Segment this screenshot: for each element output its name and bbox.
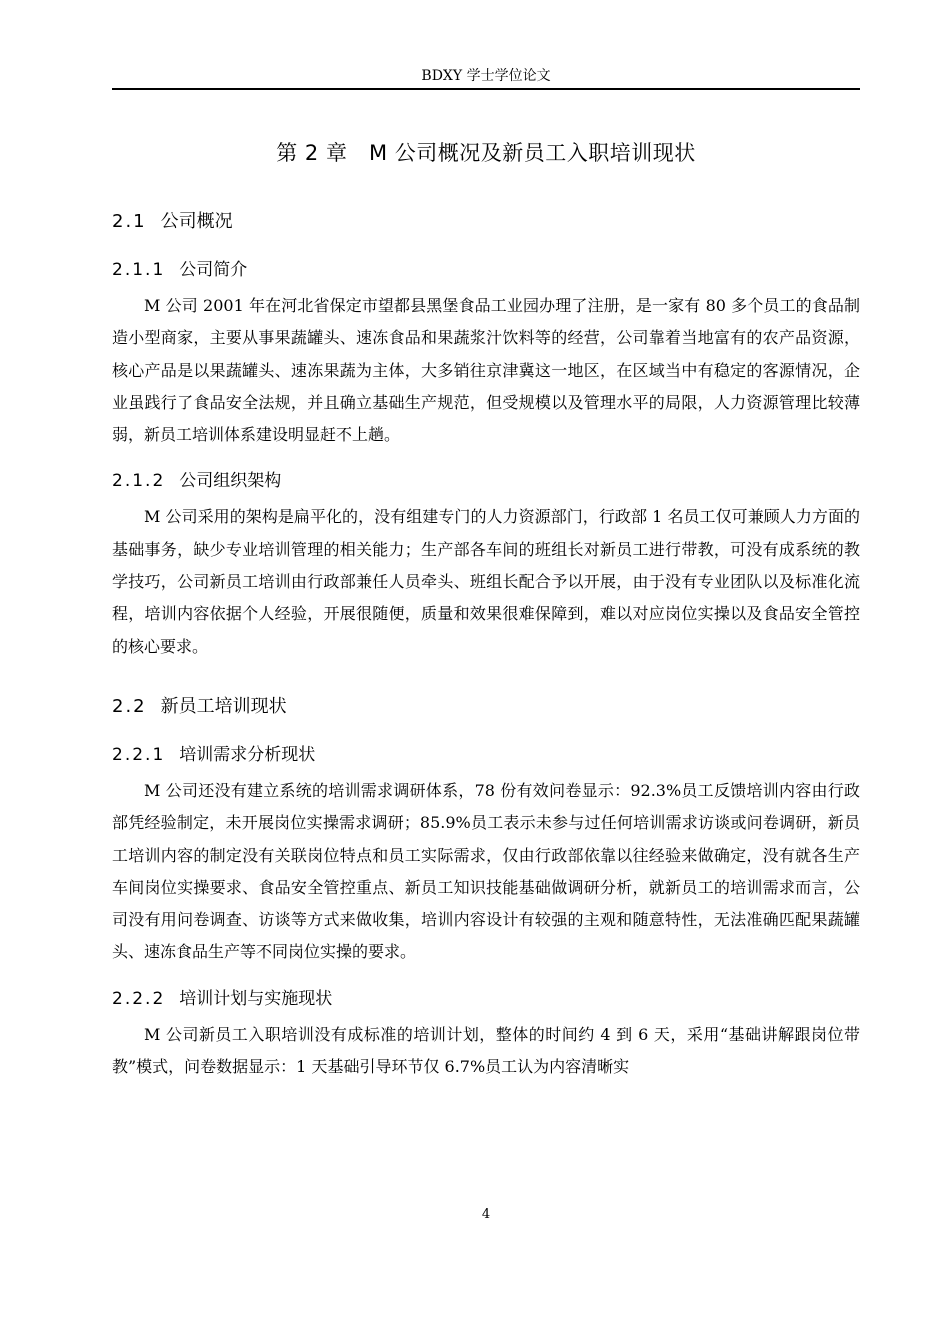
subsection-heading-2-2-2 bbox=[112, 983, 860, 1015]
subsection-heading-2-1-1 bbox=[112, 254, 860, 286]
section-title-text: 新员工培训现状 bbox=[160, 695, 287, 717]
chapter-title: 第 2 章 M 公司概况及新员工入职培训现状 bbox=[276, 141, 696, 165]
header-rule bbox=[112, 88, 860, 90]
paragraph-plan-implementation: M 公司新员工入职培训没有成标准的培训计划，整体的时间约 4 到 6 天，采用“基础讲解跟岗位带教”模式，问卷数据显示：1 天基础引导环节仅 6.7%员工认为内容清晰实 bbox=[112, 1024, 860, 1077]
section-number: 2.2 bbox=[112, 695, 147, 717]
subsection-number: 2.2.2 bbox=[112, 988, 166, 1009]
paragraph-company-intro: M 公司 2001 年在河北省保定市望都县黑堡食品工业园办理了注册，是一家有 80 多个员工的食品制造小型商家，主要从事果蔬罐头、速冻食品和果蔬浆汁饮料等的经营，公司靠着当地富有的农产品资源，核心产品是以果蔬罐头、速冻果蔬为主体，大多销往京津冀这一地区，在区域当中有稳定的客源情况，企业虽践行了食品安全法规，并且确立基础生产规范，但受规模以及管理水平的局限，人力资源管理比较薄弱，新员工培训体系建设明显赶不上趟。 bbox=[112, 296, 860, 445]
subsection-title-text: 培训需求分析现状 bbox=[179, 744, 316, 765]
subsection-number: 2.2.1 bbox=[112, 744, 166, 765]
section-number: 2.1 bbox=[112, 211, 147, 232]
running-header: BDXY 学士学位论文 bbox=[421, 68, 551, 84]
subsection-title-text: 培训计划与实施现状 bbox=[179, 988, 333, 1009]
page-body bbox=[112, 132, 860, 1083]
section-heading-2-2 bbox=[112, 689, 860, 725]
subsection-heading-2-1-2 bbox=[112, 465, 860, 497]
subsection-title-text: 公司简介 bbox=[179, 260, 248, 280]
subsection-heading-2-2-1 bbox=[112, 739, 860, 771]
subsection-number: 2.1.1 bbox=[112, 260, 166, 280]
subsection-number: 2.1.2 bbox=[112, 471, 166, 492]
paragraph-needs-analysis: M 公司还没有建立系统的培训需求调研体系，78 份有效问卷显示：92.3%员工反馈培训内容由行政部凭经验制定，未开展岗位实操需求调研；85.9%员工表示未参与过任何培训需求访谈或问卷调研，新员工培训内容的制定没有关联岗位特点和员工实际需求，仅由行政部依靠以往经验来做确定，没有就各生产车间岗位实操要求、食品安全管控重点、新员工知识技能基础做调研分析，就新员工的培训需求而言，公司没有用问卷调查、访谈等方式来做收集，培训内容设计有较强的主观和随意特性，无法准确匹配果蔬罐头、速冻食品生产等不同岗位实操的要求。 bbox=[112, 780, 860, 962]
subsection-title-text: 公司组织架构 bbox=[179, 471, 282, 492]
section-heading-2-1 bbox=[112, 204, 860, 240]
paragraph-org-structure: M 公司采用的架构是扁平化的，没有组建专门的人力资源部门，行政部 1 名员工仅可兼顾人力方面的基础事务，缺少专业培训管理的相关能力；生产部各车间的班组长对新员工进行带教，可没有成系统的教学技巧，公司新员工培训由行政部兼任人员牵头、班组长配合予以开展，由于没有专业团队以及标准化流程，培训内容依据个人经验，开展很随便，质量和效果很难保障到，难以对应岗位实操以及食品安全管控的核心要求。 bbox=[112, 507, 860, 656]
section-title-text: 公司概况 bbox=[160, 211, 233, 232]
page-number: 4 bbox=[481, 1207, 491, 1222]
